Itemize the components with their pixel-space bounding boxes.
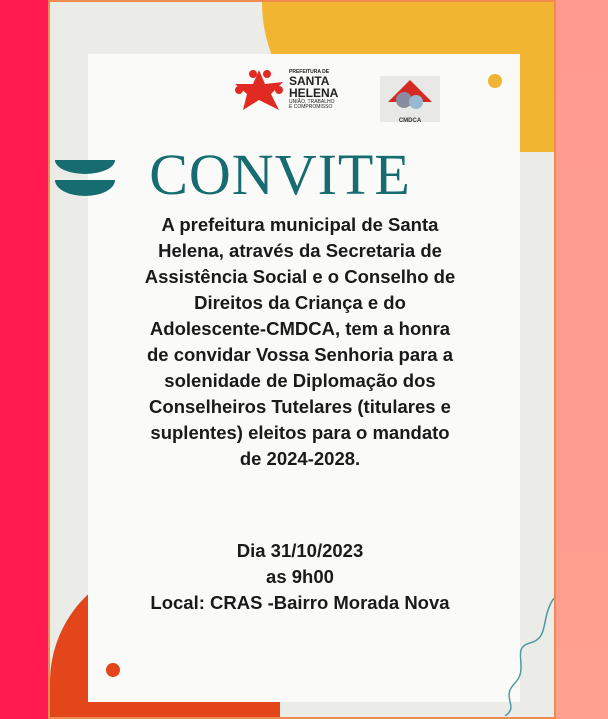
body-line: Conselheiros Tutelares (titulares e — [149, 396, 451, 417]
body-line: de convidar Vossa Senhoria para a — [146, 344, 454, 365]
star-logo-icon — [233, 68, 285, 112]
body-line: Direitos da Criança e do — [194, 292, 406, 313]
event-time: as 9h00 — [266, 566, 334, 587]
logo-small-text: PREFEITURA DE — [289, 68, 330, 75]
body-line: Helena, através da Secretaria de — [158, 240, 442, 261]
page-title: CONVITE — [149, 142, 411, 207]
logo-name-1: SANTA — [289, 73, 330, 88]
event-details — [90, 538, 510, 616]
left-border — [0, 0, 48, 719]
invitation-text — [90, 212, 510, 472]
cmdca-house-icon — [380, 76, 440, 112]
body-line: Adolescente-CMDCA, tem a honra — [149, 318, 451, 339]
body-line: suplentes) eleitos para o mandato — [150, 422, 450, 443]
body-line: de 2024-2028. — [239, 448, 361, 469]
logo-slogan-2: E COMPROMISSO — [289, 104, 333, 111]
yellow-dot — [488, 74, 502, 88]
right-border — [556, 0, 608, 719]
cmdca-logo — [380, 76, 440, 122]
event-location: Local: CRAS -Bairro Morada Nova — [150, 592, 450, 613]
body-line: A prefeitura municipal de Santa — [161, 214, 439, 235]
body-line: solenidade de Diplomação dos — [164, 370, 436, 391]
event-date: Dia 31/10/2023 — [236, 540, 364, 561]
orange-dot — [106, 663, 120, 677]
logo-slogan-1: UNIÃO, TRABALHO — [289, 98, 335, 105]
body-line: Assistência Social e o Conselho de — [144, 266, 456, 287]
logo-name-2: HELENA — [289, 86, 339, 101]
prefeitura-logo — [233, 68, 338, 112]
cmdca-label: CMDCA — [398, 118, 422, 124]
